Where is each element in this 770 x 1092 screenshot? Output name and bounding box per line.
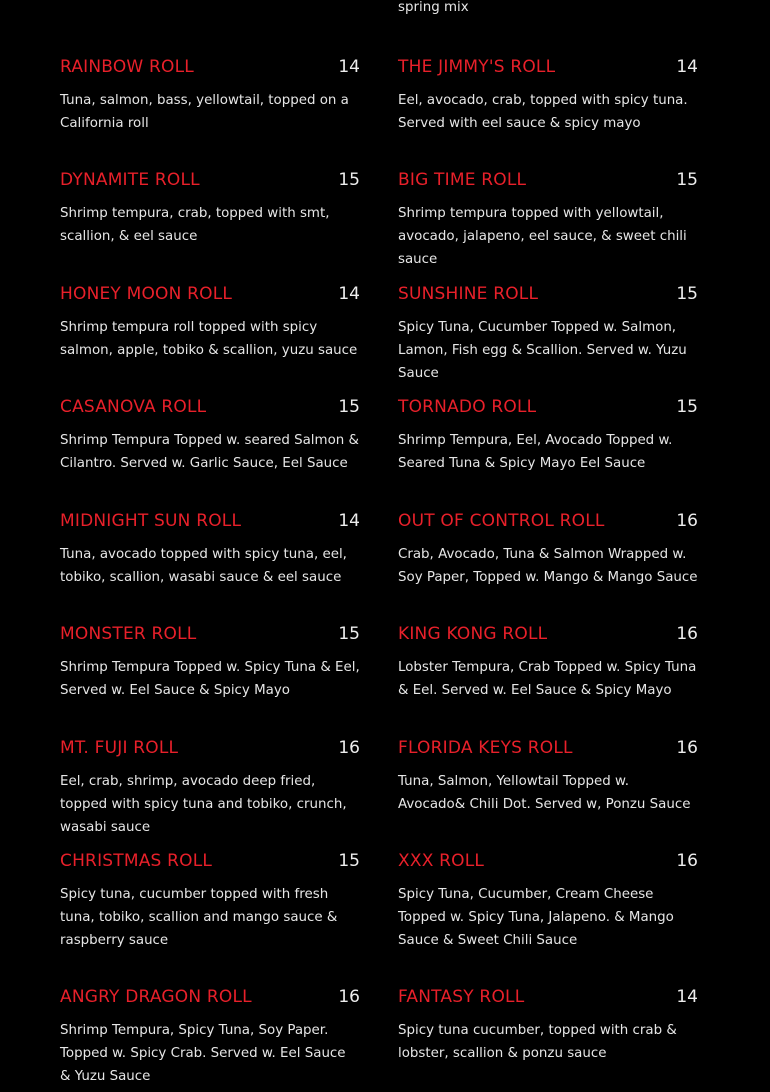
item-name: SUNSHINE ROLL xyxy=(398,284,539,304)
item-price: 16 xyxy=(338,738,360,758)
item-price: 15 xyxy=(676,284,698,304)
menu-item-casanova-roll xyxy=(60,397,360,511)
item-description: Tuna, avocado topped with spicy tuna, eel, tobiko, scallion, wasabi sauce & eel sauce xyxy=(60,547,347,585)
item-price: 14 xyxy=(338,57,360,77)
item-name: TORNADO ROLL xyxy=(398,397,537,417)
item-name: FANTASY ROLL xyxy=(398,987,525,1007)
item-name: ANGRY DRAGON ROLL xyxy=(60,987,252,1007)
item-price: 15 xyxy=(338,624,360,644)
item-description: Shrimp Tempura, Eel, Avocado Topped w. Seared Tuna & Spicy Mayo Eel Sauce xyxy=(398,433,673,471)
menu-item-christmas-roll xyxy=(60,851,360,987)
menu-item-xxx-roll xyxy=(398,851,698,987)
item-price: 15 xyxy=(338,397,360,417)
item-price: 16 xyxy=(676,511,698,531)
menu-item-rainbow-roll xyxy=(60,57,360,170)
item-price: 14 xyxy=(338,284,360,304)
item-price: 15 xyxy=(676,397,698,417)
menu-item-king-kong-roll xyxy=(398,624,698,738)
item-description: Shrimp Tempura, Spicy Tuna, Soy Paper. Topped w. Spicy Crab. Served w. Eel Sauce & Yuzu Sauce xyxy=(60,1023,346,1084)
item-name: OUT OF CONTROL ROLL xyxy=(398,511,605,531)
item-description: Shrimp tempura topped with yellowtail, avocado, jalapeno, eel sauce, & sweet chili sauce xyxy=(398,206,687,267)
item-price: 14 xyxy=(676,57,698,77)
menu-item-big-time-roll xyxy=(398,170,698,284)
item-name: MIDNIGHT SUN ROLL xyxy=(60,511,242,531)
menu-item-dynamite-roll xyxy=(60,170,360,284)
item-description: Crab, Avocado, Tuna & Salmon Wrapped w. Soy Paper, Topped w. Mango & Mango Sauce xyxy=(398,547,698,585)
item-price: 14 xyxy=(338,511,360,531)
item-description: Lobster Tempura, Crab Topped w. Spicy Tuna & Eel. Served w. Eel Sauce & Spicy Mayo xyxy=(398,660,697,698)
item-price: 16 xyxy=(676,624,698,644)
item-name: THE JIMMY'S ROLL xyxy=(398,57,556,77)
item-name: MT. FUJI ROLL xyxy=(60,738,179,758)
item-description: Shrimp tempura roll topped with spicy salmon, apple, tobiko & scallion, yuzu sauce xyxy=(60,320,358,358)
item-description: Shrimp tempura, crab, topped with smt, scallion, & eel sauce xyxy=(60,206,330,244)
item-description: Shrimp Tempura Topped w. Spicy Tuna & Eel, Served w. Eel Sauce & Spicy Mayo xyxy=(60,660,360,698)
item-description: Shrimp Tempura Topped w. seared Salmon & Cilantro. Served w. Garlic Sauce, Eel Sauce xyxy=(60,433,359,471)
menu-item-tornado-roll xyxy=(398,397,698,511)
item-name: CASANOVA ROLL xyxy=(60,397,207,417)
item-description: Eel, avocado, crab, topped with spicy tuna. Served with eel sauce & spicy mayo xyxy=(398,93,688,131)
item-price: 16 xyxy=(338,987,360,1007)
menu-item-angry-dragon-roll xyxy=(60,987,360,1088)
item-description: Spicy Tuna, Cucumber, Cream Cheese Topped w. Spicy Tuna, Jalapeno. & Mango Sauce & Sweet Chili Sauce xyxy=(398,887,674,948)
menu-item-out-of-control-roll xyxy=(398,511,698,624)
item-price: 16 xyxy=(676,851,698,871)
item-price: 16 xyxy=(676,738,698,758)
item-description: Spicy tuna, cucumber topped with fresh tuna, tobiko, scallion and mango sauce & raspberry sauce xyxy=(60,887,338,948)
item-description: Eel, crab, shrimp, avocado deep fried, topped with spicy tuna and tobiko, crunch, wasabi sauce xyxy=(60,774,347,835)
item-name: DYNAMITE ROLL xyxy=(60,170,200,190)
item-name: FLORIDA KEYS ROLL xyxy=(398,738,573,758)
menu-item-florida-keys-roll xyxy=(398,738,698,851)
item-name: CHRISTMAS ROLL xyxy=(60,851,213,871)
item-price: 15 xyxy=(676,170,698,190)
item-description: Spicy tuna cucumber, topped with crab & lobster, scallion & ponzu sauce xyxy=(398,1023,677,1061)
item-name: MONSTER ROLL xyxy=(60,624,197,644)
item-name: RAINBOW ROLL xyxy=(60,57,194,77)
item-name: XXX ROLL xyxy=(398,851,485,871)
menu-item-the-jimmys-roll xyxy=(398,57,698,170)
item-price: 14 xyxy=(676,987,698,1007)
item-description: Tuna, Salmon, Yellowtail Topped w. Avocado& Chili Dot. Served w, Ponzu Sauce xyxy=(398,774,691,812)
item-description: Spicy Tuna, Cucumber Topped w. Salmon, Lamon, Fish egg & Scallion. Served w. Yuzu Sauce xyxy=(398,320,687,381)
roll-menu-grid xyxy=(60,57,698,1088)
menu-item-mt-fuji-roll xyxy=(60,738,360,851)
menu-item-honey-moon-roll xyxy=(60,284,360,397)
item-price: 15 xyxy=(338,170,360,190)
menu-item-monster-roll xyxy=(60,624,360,738)
previous-item-description: spring mix xyxy=(398,0,469,15)
item-price: 15 xyxy=(338,851,360,871)
menu-item-midnight-sun-roll xyxy=(60,511,360,624)
menu-item-sunshine-roll xyxy=(398,284,698,397)
item-name: BIG TIME ROLL xyxy=(398,170,527,190)
item-description: Tuna, salmon, bass, yellowtail, topped on a California roll xyxy=(60,93,349,131)
menu-item-fantasy-roll xyxy=(398,987,698,1088)
item-name: HONEY MOON ROLL xyxy=(60,284,233,304)
item-name: KING KONG ROLL xyxy=(398,624,548,644)
